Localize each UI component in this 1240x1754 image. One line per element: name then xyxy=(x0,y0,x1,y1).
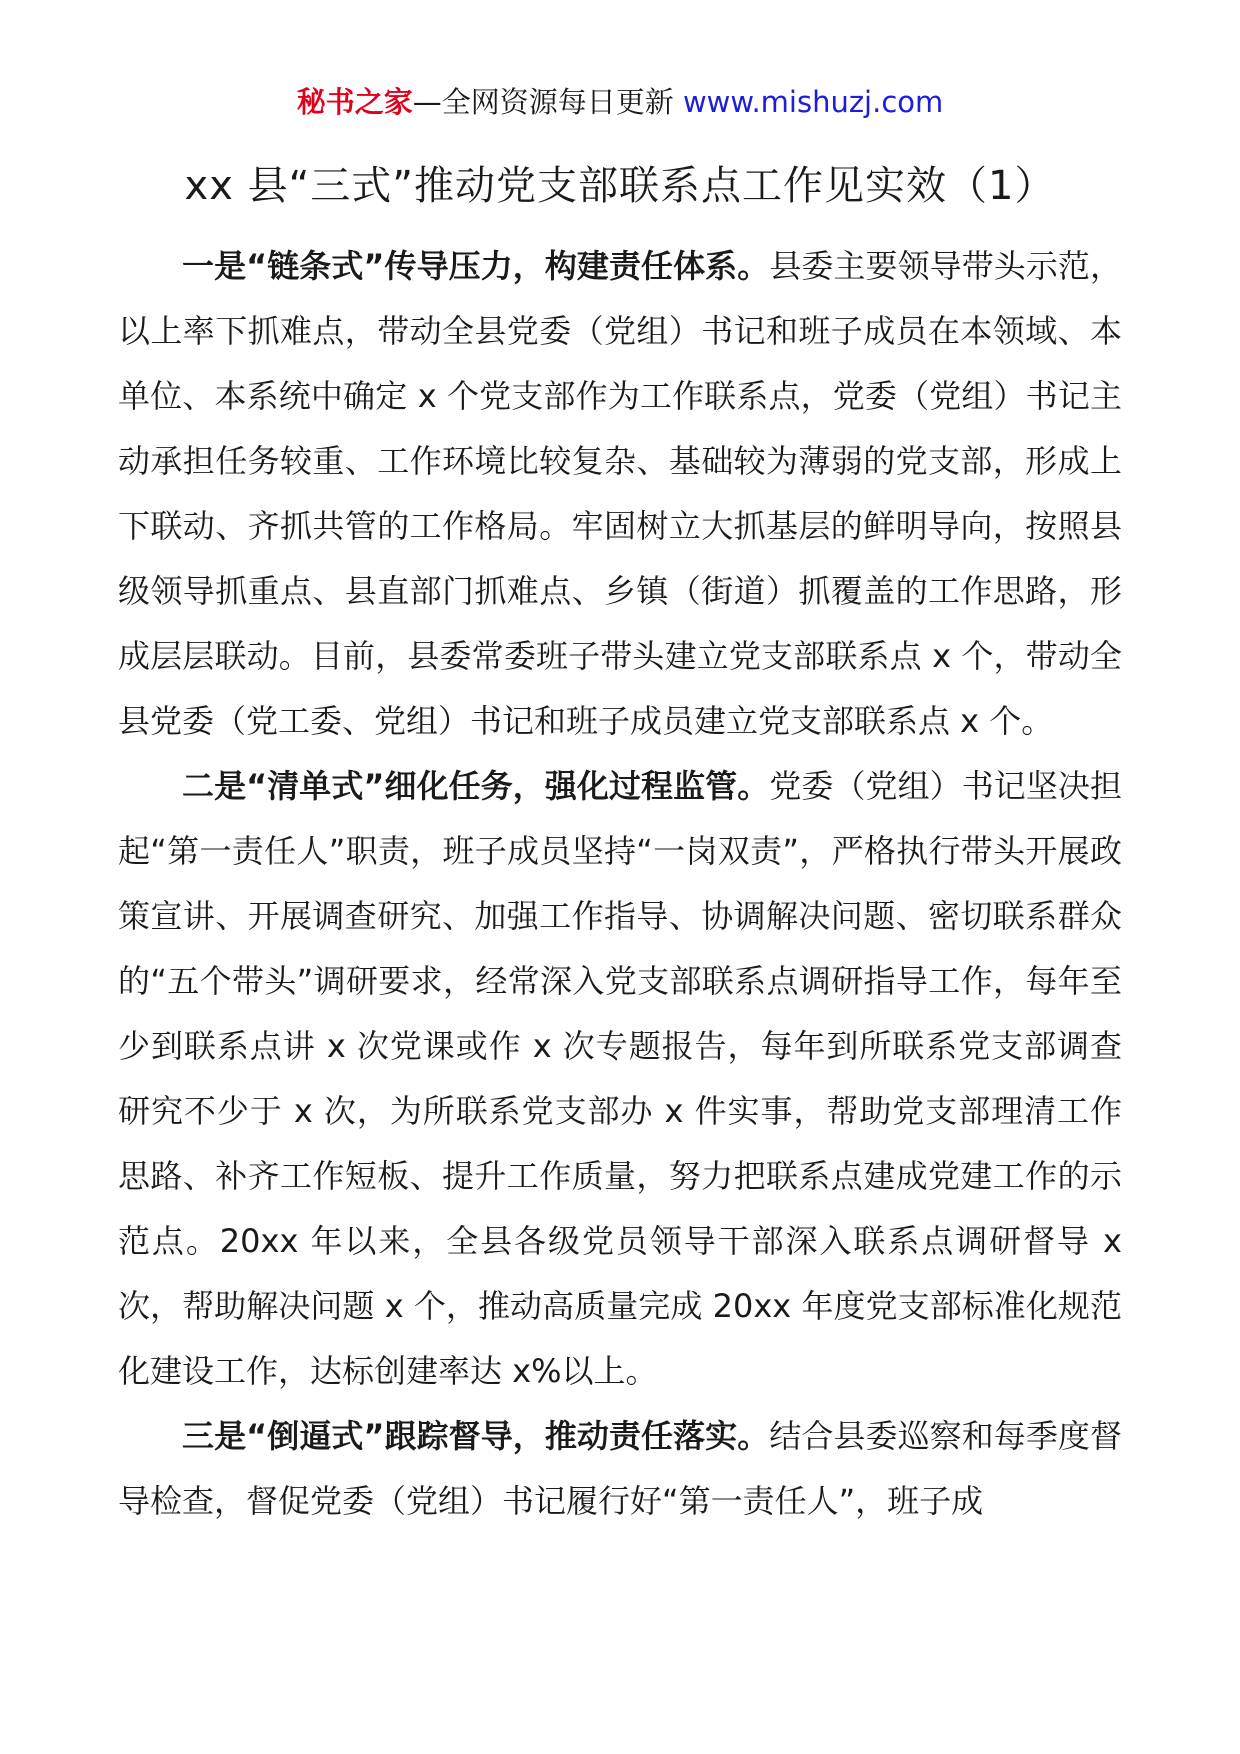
paragraph-1-text: 县委主要领导带头示范，以上率下抓难点，带动全县党委（党组）书记和班子成员在本领域、本单位、本系统中确定 x 个党支部作为工作联系点，党委（党组）书记主动承担任务较重、工作环境比较复杂、基础较为薄弱的党支部，形成上下联动、齐抓共管的工作格局。牢固树立大抓基层的鲜明导向，按照县级领导抓重点、县直部门抓难点、乡镇（街道）抓覆盖的工作思路，形成层层联动。目前，县委常委班子带头建立党支部联系点 x 个，带动全县党委（党工委、党组）书记和班子成员建立党支部联系点 x 个。 xyxy=(118,247,1122,740)
site-header xyxy=(0,82,1240,122)
paragraph-1-lead: 一是“链条式”传导压力，构建责任体系。 xyxy=(182,247,770,285)
site-brand: 秘书之家 xyxy=(296,85,413,119)
paragraph-3 xyxy=(118,1404,1122,1534)
paragraph-3-text: 结合县委巡察和每季度督导检查，督促党委（党组）书记履行好“第一责任人”，班子成 xyxy=(118,1417,1122,1520)
site-tagline: —全网资源每日更新 xyxy=(412,85,683,119)
paragraph-2-lead: 二是“清单式”细化任务，强化过程监管。 xyxy=(182,767,770,805)
paragraph-2 xyxy=(118,754,1122,1404)
site-url-link[interactable]: www.mishuzj.com xyxy=(682,85,944,119)
paragraph-1 xyxy=(118,234,1122,754)
document-body xyxy=(118,234,1122,1534)
paragraph-2-text: 党委（党组）书记坚决担起“第一责任人”职责，班子成员坚持“一岗双责”，严格执行带头开展政策宣讲、开展调查研究、加强工作指导、协调解决问题、密切联系群众的“五个带头”调研要求，经常深入党支部联系点调研指导工作，每年至少到联系点讲 x 次党课或作 x 次专题报告，每年到所联系党支部调查研究不少于 x 次，为所联系党支部办 x 件实事，帮助党支部理清工作思路、补齐工作短板、提升工作质量，努力把联系点建成党建工作的示范点。20xx 年以来，全县各级党员领导干部深入联系点调研督导 x 次，帮助解决问题 x 个，推动高质量完成 20xx 年度党支部标准化规范化建设工作，达标创建率达 x%以上。 xyxy=(118,767,1122,1390)
paragraph-3-lead: 三是“倒逼式”跟踪督导，推动责任落实。 xyxy=(182,1417,770,1455)
document-title: xx 县“三式”推动党支部联系点工作见实效（1） xyxy=(184,163,1056,209)
